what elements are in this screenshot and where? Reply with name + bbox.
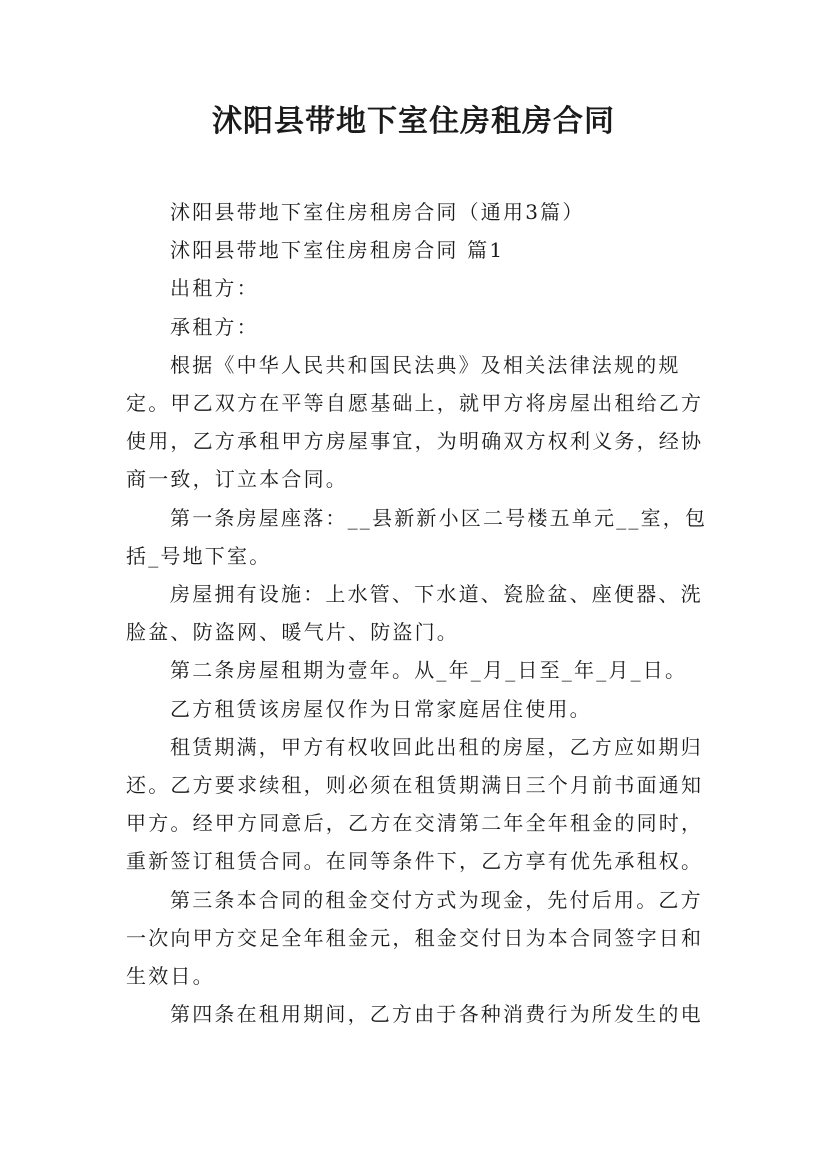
paragraph-article-4: 第四条在租用期间，乙方由于各种消费行为所发生的电 xyxy=(170,1002,703,1027)
paragraph-renewal: 租赁期满，甲方有权收回此出租的房屋，乙方应如期归还。乙方要求续租，则必须在租赁期满日三个月前书面通知甲方。经甲方同意后，乙方在交清第二年全年租金的同时，重新签订租赁合同。在同等条件下，乙方享有优先承租权。 xyxy=(126,734,704,874)
paragraph-subtitle: 沭阳县带地下室住房租房合同（通用3篇） xyxy=(170,200,585,224)
paragraph-article-3: 第三条本合同的租金交付方式为现金，先付后用。乙方一次向甲方交足全年租金元，租金交付日为本合同签字日和生效日。 xyxy=(126,887,704,989)
paragraph-article-1: 第一条房屋座落：__县新新小区二号楼五单元__室，包括_号地下室。 xyxy=(126,505,708,568)
document-body xyxy=(126,193,716,1033)
paragraph-facilities: 房屋拥有设施：上水管、下水道、瓷脸盆、座便器、洗脸盆、防盗网、暖气片、防盗门。 xyxy=(126,582,703,645)
paragraph-usage: 乙方租赁该房屋仅作为日常家庭居住使用。 xyxy=(170,696,592,721)
paragraph-lessor: 出租方： xyxy=(170,276,259,301)
paragraph-preamble: 根据《中华人民共和国民法典》及相关法律法规的规定。甲乙双方在平等自愿基础上，就甲方将房屋出租给乙方使用，乙方承租甲方房屋事宜，为明确双方权利义务，经协商一致，订立本合同。 xyxy=(126,352,704,492)
paragraph-article-2: 第二条房屋租期为壹年。从_年_月_日至_年_月_日。 xyxy=(170,658,688,683)
document-title: 沭阳县带地下室住房租房合同 xyxy=(212,104,615,139)
paragraph-lessee: 承租方： xyxy=(170,314,259,339)
paragraph-section-heading: 沭阳县带地下室住房租房合同 篇1 xyxy=(170,238,505,263)
